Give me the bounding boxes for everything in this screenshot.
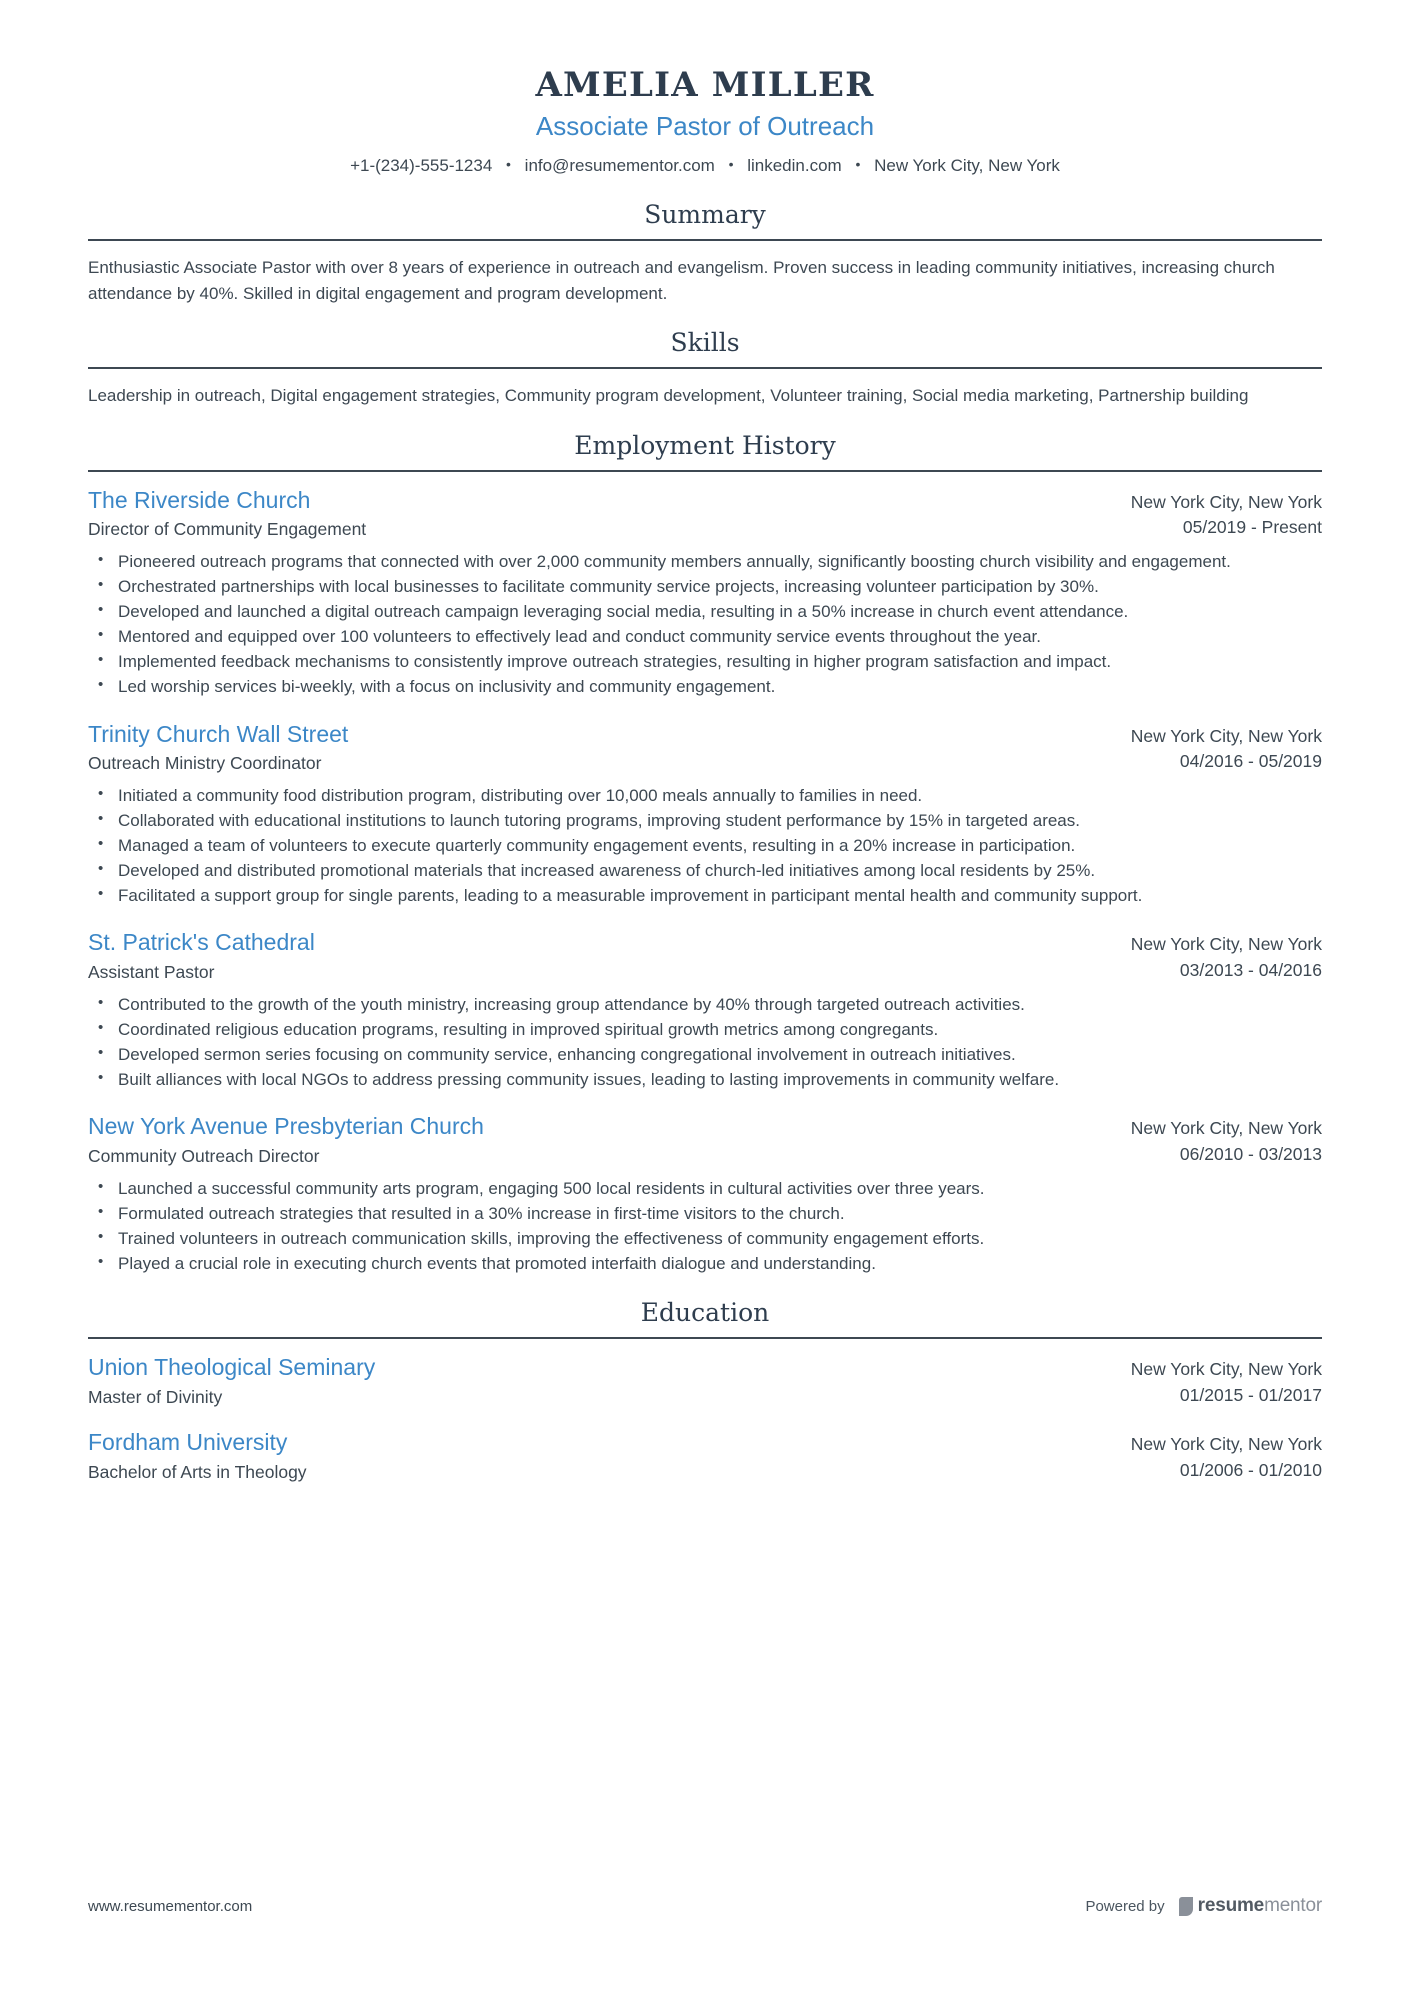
employment-entry-left bbox=[88, 1112, 1107, 1169]
section-divider bbox=[88, 239, 1322, 241]
employment-bullet: • Initiated a community food distribution program, distributing over 10,000 meals annually to families in need. bbox=[88, 784, 1322, 808]
employment-bullet-list bbox=[88, 993, 1322, 1093]
footer-website-link[interactable]: www.resumementor.com bbox=[88, 1897, 253, 1915]
employer-name: Trinity Church Wall Street bbox=[88, 720, 349, 747]
education-entry-list bbox=[88, 1353, 1322, 1486]
employer-name: New York Avenue Presbyterian Church bbox=[88, 1113, 484, 1140]
resumementor-logo bbox=[1179, 1895, 1322, 1917]
section-heading-employment: Employment History bbox=[574, 430, 836, 460]
education-entry-header bbox=[88, 1428, 1322, 1485]
contact-location: New York City, New York bbox=[874, 156, 1060, 176]
employment-entry-left bbox=[88, 928, 1107, 985]
employment-entry-right bbox=[1131, 725, 1322, 775]
employment-bullet: • Formulated outreach strategies that resulted in a 30% increase in first-time visitors to the church. bbox=[88, 1202, 1322, 1226]
employment-entry bbox=[88, 486, 1322, 700]
education-entry-left bbox=[88, 1428, 1107, 1485]
employment-entry-header bbox=[88, 720, 1322, 777]
employment-entry bbox=[88, 1112, 1322, 1276]
resumementor-mark-icon bbox=[1179, 1897, 1193, 1916]
education-entry-left bbox=[88, 1353, 1107, 1410]
powered-by-label: Powered by bbox=[1085, 1897, 1165, 1915]
employment-entry-header bbox=[88, 928, 1322, 985]
employment-role: Community Outreach Director bbox=[88, 1146, 320, 1167]
employment-role: Assistant Pastor bbox=[88, 962, 215, 983]
employer-name: St. Patrick's Cathedral bbox=[88, 929, 315, 956]
education-entry-header bbox=[88, 1353, 1322, 1410]
skills-text: Leadership in outreach, Digital engagement strategies, Community program development, Volunteer training, Social media marketing, Partnership building bbox=[88, 386, 1249, 406]
employment-dates: 03/2013 - 04/2016 bbox=[1179, 960, 1322, 981]
brand-name-light: mentor bbox=[1264, 1895, 1322, 1916]
employment-bullet: • Developed and launched a digital outreach campaign leveraging social media, resulting in a 50% increase in church event attendance. bbox=[88, 600, 1322, 624]
employment-entry-left bbox=[88, 720, 1107, 777]
employment-entry-header bbox=[88, 1112, 1322, 1169]
employment-bullet-list bbox=[88, 784, 1322, 909]
brand-name-bold: resume bbox=[1197, 1895, 1265, 1916]
employment-bullet: • Facilitated a support group for single parents, leading to a measurable improvement in participant mental health and community support. bbox=[88, 884, 1322, 908]
education-entry bbox=[88, 1353, 1322, 1410]
section-divider bbox=[88, 1337, 1322, 1339]
employment-bullet-list bbox=[88, 550, 1322, 700]
employment-dates: 06/2010 - 03/2013 bbox=[1179, 1144, 1322, 1164]
employment-bullet: • Implemented feedback mechanisms to consistently improve outreach strategies, resulting in higher program satisfaction and impact. bbox=[88, 650, 1322, 674]
contact-email: info@resumementor.com bbox=[524, 156, 715, 176]
resume-footer bbox=[88, 1895, 1322, 1917]
employment-location: New York City, New York bbox=[1130, 491, 1322, 512]
school-name: Fordham University bbox=[88, 1429, 288, 1456]
employment-bullet: • Led worship services bi-weekly, with a focus on inclusivity and community engagement. bbox=[88, 675, 1322, 699]
employment-bullet: • Mentored and equipped over 100 volunteers to effectively lead and conduct community service events throughout the year. bbox=[88, 625, 1322, 649]
section-education bbox=[88, 1298, 1322, 1486]
employment-bullet: • Contributed to the growth of the youth ministry, increasing group attendance by 40% through targeted outreach activities. bbox=[88, 993, 1322, 1017]
employment-bullet: • Developed and distributed promotional materials that increased awareness of church-led initiatives among local residents by 25%. bbox=[88, 859, 1322, 883]
employment-entry-header bbox=[88, 486, 1322, 543]
employment-location: New York City, New York bbox=[1130, 1118, 1322, 1139]
employment-bullet: • Orchestrated partnerships with local businesses to facilitate community service projects, increasing volunteer participation by 30%. bbox=[88, 575, 1322, 599]
employment-bullet: • Launched a successful community arts program, engaging 500 local residents in cultural activities over three years. bbox=[88, 1177, 1322, 1201]
employment-entry-left bbox=[88, 486, 1107, 543]
school-name: Union Theological Seminary bbox=[88, 1354, 376, 1381]
degree-name: Bachelor of Arts in Theology bbox=[88, 1462, 307, 1483]
education-entry-right bbox=[1131, 1433, 1322, 1483]
contact-phone: +1-(234)-555-1234 bbox=[350, 156, 493, 176]
education-location: New York City, New York bbox=[1130, 1434, 1322, 1455]
section-skills bbox=[88, 328, 1322, 409]
employment-bullet: • Built alliances with local NGOs to address pressing community issues, leading to lasting improvements in community welfare. bbox=[88, 1068, 1322, 1092]
contact-linkedin: linkedin.com bbox=[747, 156, 842, 176]
education-entry-right bbox=[1131, 1358, 1322, 1408]
employment-dates: 04/2016 - 05/2019 bbox=[1179, 751, 1322, 772]
employment-role: Director of Community Engagement bbox=[88, 519, 367, 540]
contact-separator-icon: • bbox=[728, 156, 734, 173]
powered-by-block bbox=[1085, 1895, 1322, 1917]
education-location: New York City, New York bbox=[1130, 1359, 1322, 1380]
section-divider bbox=[88, 470, 1322, 472]
section-heading-skills: Skills bbox=[670, 328, 740, 358]
employment-location: New York City, New York bbox=[1130, 934, 1322, 955]
employment-bullet: • Coordinated religious education programs, resulting in improved spiritual growth metrics among congregants. bbox=[88, 1018, 1322, 1042]
employment-entry-right bbox=[1131, 1117, 1322, 1167]
resume-header bbox=[88, 56, 1322, 178]
employer-name: The Riverside Church bbox=[88, 486, 311, 513]
candidate-name: AMELIA MILLER bbox=[535, 65, 875, 105]
employment-bullet: • Collaborated with educational institutions to launch tutoring programs, improving student performance by 15% in targeted areas. bbox=[88, 809, 1322, 833]
employment-bullet: • Trained volunteers in outreach communication skills, improving the effectiveness of community engagement efforts. bbox=[88, 1227, 1322, 1251]
degree-name: Master of Divinity bbox=[88, 1386, 223, 1407]
section-employment-history bbox=[88, 431, 1322, 1276]
employment-entry bbox=[88, 928, 1322, 1092]
section-heading-education: Education bbox=[640, 1298, 770, 1328]
employment-location: New York City, New York bbox=[1130, 725, 1322, 746]
contact-separator-icon: • bbox=[855, 156, 861, 173]
employment-bullet: • Developed sermon series focusing on community service, enhancing congregational involvement in outreach initiatives. bbox=[88, 1043, 1322, 1067]
employment-entry bbox=[88, 720, 1322, 909]
employment-entry-right bbox=[1131, 491, 1322, 541]
employment-role: Outreach Ministry Coordinator bbox=[88, 753, 322, 774]
education-entry bbox=[88, 1428, 1322, 1485]
employment-bullet-list bbox=[88, 1177, 1322, 1277]
employment-dates: 05/2019 - Present bbox=[1182, 517, 1322, 538]
contact-separator-icon: • bbox=[506, 156, 511, 173]
summary-text: Enthusiastic Associate Pastor with over 8 years of experience in outreach and evangelism. Proven success in leading community initiatives, increasing church attendance by 40%. Skilled in digital engagement and program development. bbox=[88, 258, 1275, 303]
education-dates: 01/2006 - 01/2010 bbox=[1179, 1460, 1322, 1481]
section-summary bbox=[88, 200, 1322, 306]
employment-bullet: • Played a crucial role in executing church events that promoted interfaith dialogue and understanding. bbox=[88, 1252, 1322, 1276]
education-dates: 01/2015 - 01/2017 bbox=[1179, 1384, 1322, 1405]
section-heading-summary: Summary bbox=[644, 200, 766, 230]
employment-entry-right bbox=[1131, 933, 1322, 983]
employment-bullet: • Pioneered outreach programs that connected with over 2,000 community members annually, significantly boosting church visibility and engagement. bbox=[88, 550, 1322, 574]
section-divider bbox=[88, 367, 1322, 369]
employment-entry-list bbox=[88, 486, 1322, 1276]
employment-bullet: • Managed a team of volunteers to execute quarterly community engagement events, resulting in a 20% increase in participation. bbox=[88, 834, 1322, 858]
contact-line bbox=[88, 154, 1322, 178]
candidate-title: Associate Pastor of Outreach bbox=[535, 111, 875, 142]
